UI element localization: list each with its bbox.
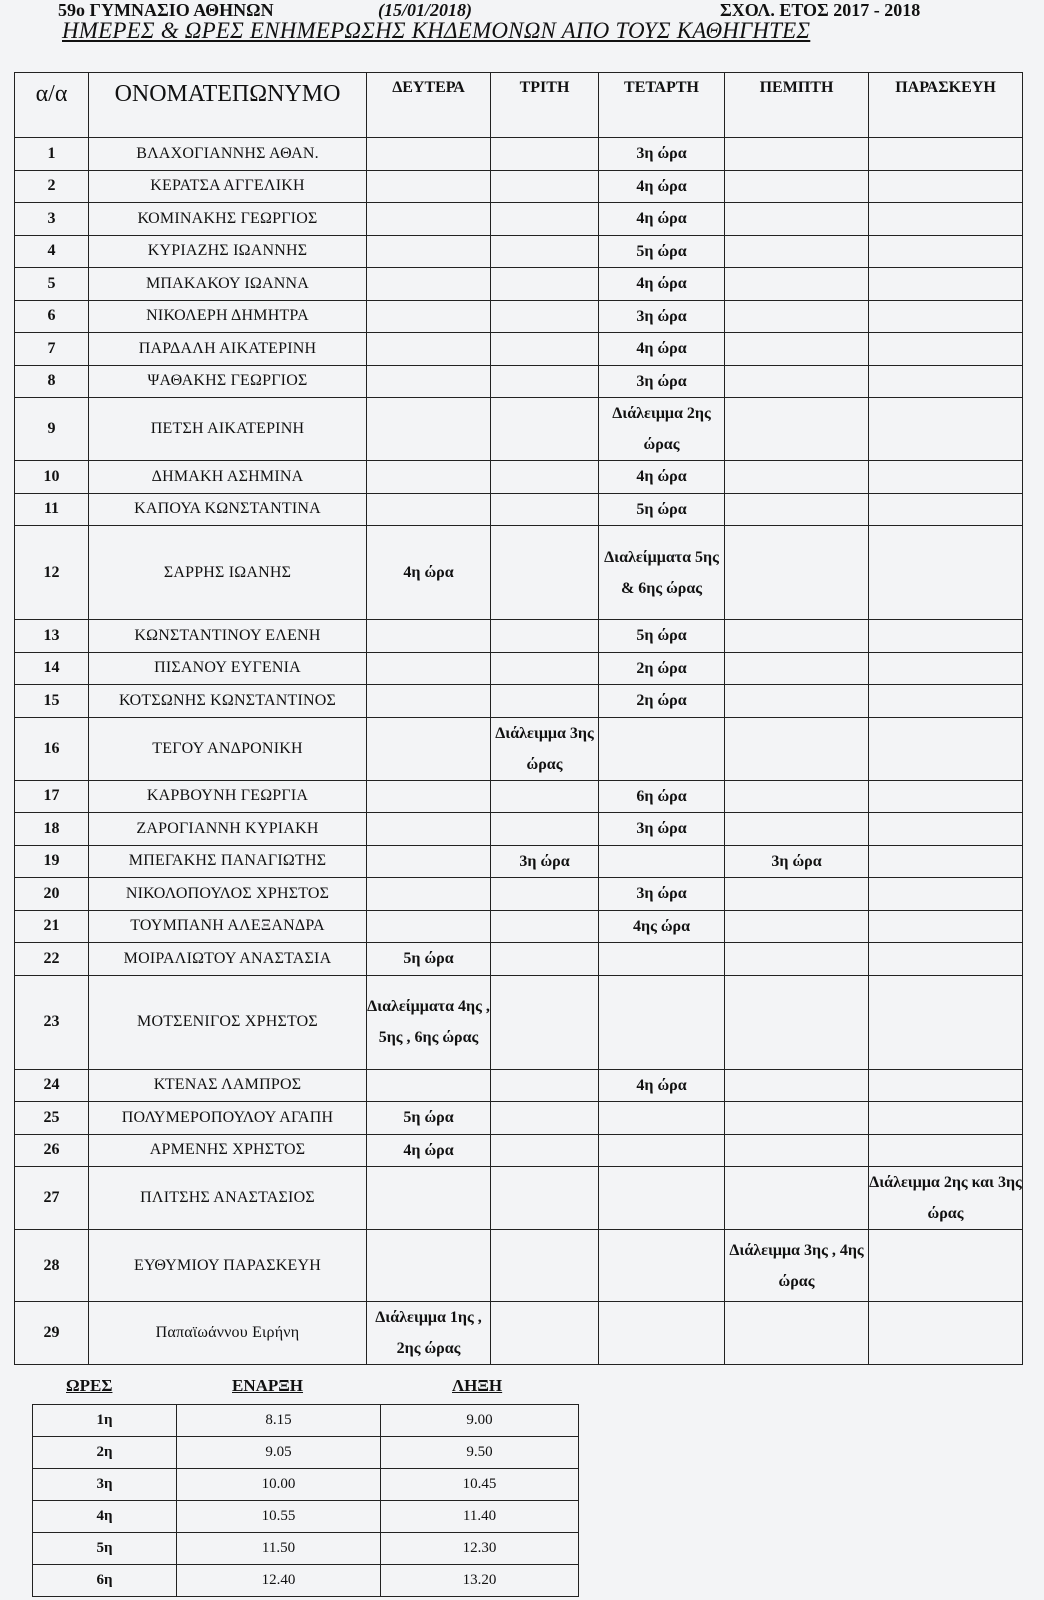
cell-wednesday: 3η ώρα [599,300,725,333]
cell-thursday: Διάλειμμα 3ης , 4ης ώρας [725,1230,869,1302]
col-header-aa: α/α [15,73,89,138]
cell-wednesday [599,1167,725,1230]
end-time: 12.30 [381,1533,579,1565]
cell-wednesday: 4η ώρα [599,268,725,301]
cell-thursday [725,910,869,943]
col-header-wednesday: ΤΕΤΑΡΤΗ [599,73,725,138]
cell-friday: Διάλειμμα 2ης και 3ης ώρας [869,1167,1023,1230]
row-number: 28 [15,1230,89,1302]
cell-monday [367,333,491,366]
cell-tuesday [491,333,599,366]
start-time: 12.40 [177,1565,381,1597]
row-number: 12 [15,526,89,620]
cell-thursday [725,685,869,718]
cell-thursday [725,1069,869,1102]
col-header-name: ΟΝΟΜΑΤΕΠΩΝΥΜΟ [89,73,367,138]
table-row [15,461,1023,494]
cell-tuesday [491,1102,599,1135]
cell-wednesday [599,1102,725,1135]
cell-monday [367,685,491,718]
teacher-name: ΝΙΚΟΛΟΠΟΥΛΟΣ ΧΡΗΣΤΟΣ [89,878,367,911]
table-row [15,1134,1023,1167]
cell-friday [869,975,1023,1069]
cell-monday [367,717,491,780]
row-number: 27 [15,1167,89,1230]
cell-tuesday [491,620,599,653]
cell-friday [869,1230,1023,1302]
table-row [15,1069,1023,1102]
cell-thursday [725,170,869,203]
cell-friday [869,620,1023,653]
cell-monday [367,845,491,878]
row-number: 6 [15,300,89,333]
row-number: 15 [15,685,89,718]
cell-monday [367,461,491,494]
table-row [15,813,1023,846]
cell-friday [869,652,1023,685]
cell-friday [869,300,1023,333]
table-row [15,365,1023,398]
cell-friday [869,717,1023,780]
cell-thursday [725,138,869,171]
hour-label: 3η [33,1469,177,1501]
cell-friday [869,685,1023,718]
cell-tuesday [491,170,599,203]
table-row [15,333,1023,366]
row-number: 11 [15,493,89,526]
cell-friday [869,780,1023,813]
cell-friday [869,333,1023,366]
document-title: ΗΜΕΡΕΣ & ΩΡΕΣ ΕΝΗΜΕΡΩΣΗΣ ΚΗΔΕΜΟΝΩΝ ΑΠΟ ΤΟΥΣ ΚΑΘΗΓΗΤΕΣ [62,18,811,43]
teacher-name: ΠΙΣΑΝΟΥ ΕΥΓΕΝΙΑ [89,652,367,685]
cell-friday [869,268,1023,301]
teacher-name: ΜΠΕΓΑΚΗΣ ΠΑΝΑΓΙΩΤΗΣ [89,845,367,878]
cell-friday [869,365,1023,398]
table-row [15,526,1023,620]
cell-friday [869,910,1023,943]
hours-row [33,1469,579,1501]
teacher-name: ΤΟΥΜΠΑΝΗ ΑΛΕΞΑΝΔΡΑ [89,910,367,943]
cell-thursday [725,365,869,398]
row-number: 18 [15,813,89,846]
row-number: 24 [15,1069,89,1102]
cell-wednesday: 5η ώρα [599,493,725,526]
table-row [15,878,1023,911]
cell-monday [367,780,491,813]
end-time: 9.50 [381,1437,579,1469]
cell-tuesday [491,268,599,301]
teacher-name: ΜΟΤΣΕΝΙΓΟΣ ΧΡΗΣΤΟΣ [89,975,367,1069]
row-number: 25 [15,1102,89,1135]
table-row [15,1230,1023,1302]
teacher-name: ΕΥΘΥΜΙΟΥ ΠΑΡΑΣΚΕΥΗ [89,1230,367,1302]
table-row [15,845,1023,878]
cell-wednesday [599,845,725,878]
cell-thursday [725,717,869,780]
hour-label: 1η [33,1405,177,1437]
cell-tuesday [491,235,599,268]
cell-wednesday: 3η ώρα [599,813,725,846]
cell-friday [869,943,1023,976]
cell-monday [367,1069,491,1102]
cell-monday: 4η ώρα [367,526,491,620]
table-row [15,620,1023,653]
school-year: ΣΧΟΛ. ΕΤΟΣ 2017 - 2018 [720,0,921,20]
row-number: 23 [15,975,89,1069]
cell-thursday [725,780,869,813]
cell-monday: Διάλειμμα 1ης , 2ης ώρας [367,1302,491,1365]
cell-thursday [725,1302,869,1365]
cell-monday [367,365,491,398]
cell-tuesday [491,1069,599,1102]
cell-monday [367,398,491,461]
table-row [15,943,1023,976]
cell-monday [367,170,491,203]
hours-header-start: ΕΝΑΡΞΗ [232,1376,304,1395]
row-number: 14 [15,652,89,685]
cell-tuesday [491,365,599,398]
hours-row [33,1437,579,1469]
row-number: 3 [15,203,89,236]
cell-monday [367,910,491,943]
table-row [15,300,1023,333]
row-number: 10 [15,461,89,494]
document-date: (15/01/2018) [378,0,472,20]
cell-monday [367,138,491,171]
cell-tuesday [491,138,599,171]
end-time: 13.20 [381,1565,579,1597]
row-number: 7 [15,333,89,366]
cell-thursday [725,235,869,268]
cell-tuesday [491,813,599,846]
table-row [15,717,1023,780]
cell-tuesday [491,1134,599,1167]
teacher-name: ΠΑΡΔΑΛΗ ΑΙΚΑΤΕΡΙΝΗ [89,333,367,366]
cell-wednesday: 3η ώρα [599,365,725,398]
cell-monday [367,493,491,526]
table-row [15,493,1023,526]
teacher-name: ΣΑΡΡΗΣ ΙΩΑΝΗΣ [89,526,367,620]
cell-friday [869,1302,1023,1365]
table-row [15,268,1023,301]
hours-row [33,1405,579,1437]
teacher-name: ΚΑΡΒΟΥΝΗ ΓΕΩΡΓΙΑ [89,780,367,813]
hours-row [33,1533,579,1565]
cell-tuesday [491,878,599,911]
cell-tuesday [491,461,599,494]
cell-tuesday [491,203,599,236]
cell-thursday [725,203,869,236]
cell-friday [869,878,1023,911]
table-row [15,1102,1023,1135]
cell-monday [367,813,491,846]
teacher-name: ΨΑΘΑΚΗΣ ΓΕΩΡΓΙΟΣ [89,365,367,398]
cell-thursday [725,943,869,976]
row-number: 21 [15,910,89,943]
cell-tuesday [491,526,599,620]
table-row [15,1302,1023,1365]
col-header-tuesday: ΤΡΙΤΗ [491,73,599,138]
table-row [15,203,1023,236]
cell-wednesday [599,943,725,976]
row-number: 29 [15,1302,89,1365]
cell-thursday [725,1102,869,1135]
cell-thursday [725,620,869,653]
cell-friday [869,398,1023,461]
end-time: 9.00 [381,1405,579,1437]
hours-row [33,1565,579,1597]
teacher-name: ΚΩΝΣΤΑΝΤΙΝΟΥ ΕΛΕΝΗ [89,620,367,653]
cell-wednesday: Διάλειμμα 2ης ώρας [599,398,725,461]
teacher-name: ΠΕΤΣΗ ΑΙΚΑΤΕΡΙΝΗ [89,398,367,461]
cell-thursday: 3η ώρα [725,845,869,878]
teacher-name: Παπαϊωάννου Ειρήνη [89,1302,367,1365]
cell-friday [869,235,1023,268]
cell-thursday [725,461,869,494]
cell-wednesday [599,1230,725,1302]
hours-header-hour: ΩΡΕΣ [66,1376,113,1395]
cell-thursday [725,975,869,1069]
cell-monday: 5η ώρα [367,1102,491,1135]
table-row [15,685,1023,718]
cell-thursday [725,333,869,366]
cell-wednesday: 4η ώρα [599,203,725,236]
row-number: 2 [15,170,89,203]
cell-friday [869,845,1023,878]
row-number: 9 [15,398,89,461]
col-header-friday: ΠΑΡΑΣΚΕΥΗ [869,73,1023,138]
cell-tuesday [491,1230,599,1302]
teacher-name: ΜΟΙΡΑΛΙΩΤΟΥ ΑΝΑΣΤΑΣΙΑ [89,943,367,976]
table-row [15,398,1023,461]
cell-tuesday: Διάλειμμα 3ης ώρας [491,717,599,780]
cell-monday [367,300,491,333]
cell-tuesday [491,1167,599,1230]
row-number: 5 [15,268,89,301]
table-row [15,235,1023,268]
cell-tuesday [491,493,599,526]
cell-thursday [725,878,869,911]
teacher-name: ΜΠΑΚΑΚΟΥ ΙΩΑΝΝΑ [89,268,367,301]
cell-friday [869,203,1023,236]
hour-label: 2η [33,1437,177,1469]
cell-thursday [725,300,869,333]
row-number: 1 [15,138,89,171]
teacher-name: ΚΑΠΟΥΑ ΚΩΝΣΤΑΝΤΙΝΑ [89,493,367,526]
cell-tuesday [491,975,599,1069]
teacher-name: ΠΟΛΥΜΕΡΟΠΟΥΛΟΥ ΑΓΑΠΗ [89,1102,367,1135]
hours-header-end: ΛΗΞΗ [452,1376,503,1395]
table-row [15,652,1023,685]
row-number: 26 [15,1134,89,1167]
start-time: 8.15 [177,1405,381,1437]
teacher-name: ΑΡΜΕΝΗΣ ΧΡΗΣΤΟΣ [89,1134,367,1167]
hours-row [33,1501,579,1533]
cell-wednesday: Διαλείμματα 5ης & 6ης ώρας [599,526,725,620]
table-row [15,780,1023,813]
cell-tuesday: 3η ώρα [491,845,599,878]
cell-friday [869,526,1023,620]
hour-label: 6η [33,1565,177,1597]
hour-label: 4η [33,1501,177,1533]
teacher-name: ΚΟΤΣΩΝΗΣ ΚΩΝΣΤΑΝΤΙΝΟΣ [89,685,367,718]
cell-monday: Διαλείμματα 4ης , 5ης , 6ης ώρας [367,975,491,1069]
teacher-name: ΔΗΜΑΚΗ ΑΣΗΜΙΝΑ [89,461,367,494]
table-row [15,170,1023,203]
row-number: 20 [15,878,89,911]
row-number: 8 [15,365,89,398]
row-number: 22 [15,943,89,976]
row-number: 16 [15,717,89,780]
hour-label: 5η [33,1533,177,1565]
cell-wednesday [599,1302,725,1365]
col-header-thursday: ΠΕΜΠΤΗ [725,73,869,138]
cell-monday [367,1167,491,1230]
teacher-name: ΠΛΙΤΣΗΣ ΑΝΑΣΤΑΣΙΟΣ [89,1167,367,1230]
cell-wednesday: 4η ώρα [599,461,725,494]
cell-wednesday: 5η ώρα [599,620,725,653]
cell-wednesday [599,1134,725,1167]
cell-wednesday [599,975,725,1069]
start-time: 11.50 [177,1533,381,1565]
cell-wednesday [599,717,725,780]
cell-friday [869,138,1023,171]
cell-monday [367,268,491,301]
cell-thursday [725,268,869,301]
schedule-table [14,72,1023,1365]
cell-wednesday: 2η ώρα [599,652,725,685]
cell-wednesday: 3η ώρα [599,878,725,911]
cell-thursday [725,493,869,526]
cell-wednesday: 6η ώρα [599,780,725,813]
school-name: 59ο ΓΥΜΝΑΣΙΟ ΑΘΗΝΩΝ [58,0,274,20]
start-time: 9.05 [177,1437,381,1469]
table-row [15,910,1023,943]
cell-tuesday [491,300,599,333]
cell-monday [367,620,491,653]
cell-tuesday [491,910,599,943]
row-number: 13 [15,620,89,653]
end-time: 10.45 [381,1469,579,1501]
teacher-name: ΚΟΜΙΝΑΚΗΣ ΓΕΩΡΓΙΟΣ [89,203,367,236]
cell-thursday [725,1134,869,1167]
row-number: 17 [15,780,89,813]
col-header-monday: ΔΕΥΤΕΡΑ [367,73,491,138]
cell-tuesday [491,398,599,461]
cell-friday [869,1069,1023,1102]
cell-wednesday: 4η ώρα [599,333,725,366]
start-time: 10.55 [177,1501,381,1533]
cell-thursday [725,1167,869,1230]
table-row [15,1167,1023,1230]
cell-monday: 5η ώρα [367,943,491,976]
cell-monday [367,203,491,236]
schedule-header-row [15,73,1023,138]
cell-friday [869,813,1023,846]
hours-table [32,1404,579,1597]
cell-tuesday [491,1302,599,1365]
teacher-name: ΝΙΚΟΛΕΡΗ ΔΗΜΗΤΡΑ [89,300,367,333]
end-time: 11.40 [381,1501,579,1533]
table-row [15,138,1023,171]
cell-monday [367,1230,491,1302]
cell-monday [367,878,491,911]
teacher-name: ΚΕΡΑΤΣΑ ΑΓΓΕΛΙΚΗ [89,170,367,203]
teacher-name: ΤΕΓΟΥ ΑΝΔΡΟΝΙΚΗ [89,717,367,780]
table-row [15,975,1023,1069]
cell-friday [869,170,1023,203]
cell-thursday [725,652,869,685]
cell-friday [869,461,1023,494]
cell-wednesday: 5η ώρα [599,235,725,268]
cell-tuesday [491,685,599,718]
cell-thursday [725,526,869,620]
cell-monday [367,652,491,685]
cell-thursday [725,813,869,846]
cell-tuesday [491,780,599,813]
cell-wednesday: 4η ώρα [599,1069,725,1102]
teacher-name: ΚΥΡΙΑΖΗΣ ΙΩΑΝΝΗΣ [89,235,367,268]
cell-monday [367,235,491,268]
start-time: 10.00 [177,1469,381,1501]
cell-thursday [725,398,869,461]
teacher-name: ΖΑΡΟΓΙΑΝΝΗ ΚΥΡΙΑΚΗ [89,813,367,846]
teacher-name: ΒΛΑΧΟΓΙΑΝΝΗΣ ΑΘΑΝ. [89,138,367,171]
cell-tuesday [491,652,599,685]
teacher-name: ΚΤΕΝΑΣ ΛΑΜΠΡΟΣ [89,1069,367,1102]
cell-friday [869,493,1023,526]
row-number: 4 [15,235,89,268]
cell-wednesday: 2η ώρα [599,685,725,718]
cell-monday: 4η ώρα [367,1134,491,1167]
cell-wednesday: 4ης ώρα [599,910,725,943]
cell-wednesday: 4η ώρα [599,170,725,203]
cell-friday [869,1134,1023,1167]
cell-friday [869,1102,1023,1135]
row-number: 19 [15,845,89,878]
cell-wednesday: 3η ώρα [599,138,725,171]
cell-tuesday [491,943,599,976]
